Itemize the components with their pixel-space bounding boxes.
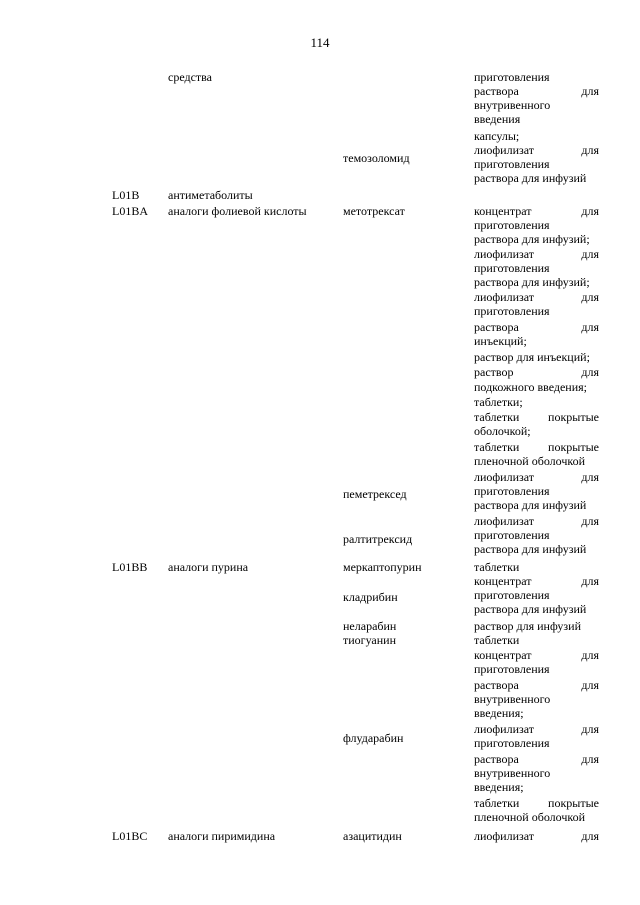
form-line: введения;: [474, 706, 524, 720]
form-line: внутривенного: [474, 692, 551, 706]
form-word: раствор: [474, 365, 514, 379]
form-line: приготовления: [474, 528, 550, 542]
form-line: подкожного введения;: [474, 380, 587, 394]
drug-name: темозоломид: [343, 151, 410, 165]
form-line: приготовления: [474, 70, 550, 84]
form-line: [474, 410, 599, 424]
form-word: раствора: [474, 84, 519, 98]
form-line: введения;: [474, 780, 524, 794]
form-word: для: [581, 290, 599, 304]
form-word: для: [581, 752, 599, 766]
form-line: пленочной оболочкой: [474, 810, 586, 824]
form-line: таблетки;: [474, 395, 523, 409]
form-word: концентрат: [474, 204, 532, 218]
atc-code: L01BB: [112, 560, 148, 574]
form-word: раствора: [474, 320, 519, 334]
form-word: лиофилизат: [474, 829, 535, 843]
form-line: внутривенного: [474, 98, 551, 112]
form-line: [474, 365, 599, 379]
form-line: инъекций;: [474, 334, 527, 348]
form-word: для: [581, 574, 599, 588]
form-line: таблетки: [474, 560, 520, 574]
form-word: концентрат: [474, 574, 532, 588]
form-line: [474, 752, 599, 766]
form-line: [474, 320, 599, 334]
form-word: лиофилизат: [474, 247, 535, 261]
form-line: приготовления: [474, 304, 550, 318]
form-word: таблетки: [474, 440, 520, 454]
form-line: раствора для инфузий: [474, 171, 587, 185]
group-name: аналоги пиримидина: [168, 829, 276, 843]
drug-name: кладрибин: [343, 590, 398, 604]
drug-name: флударабин: [343, 731, 404, 745]
form-word: раствора: [474, 752, 519, 766]
form-line: [474, 470, 599, 484]
drug-name: меркаптопурин: [343, 560, 422, 574]
form-line: [474, 247, 599, 261]
form-line: раствора для инфузий: [474, 498, 587, 512]
form-line: приготовления: [474, 218, 550, 232]
form-word: для: [581, 143, 599, 157]
drug-name: пеметрексед: [343, 487, 407, 501]
form-word: для: [581, 514, 599, 528]
form-line: [474, 84, 599, 98]
form-word: лиофилизат: [474, 722, 535, 736]
form-word: для: [581, 365, 599, 379]
form-line: раствора для инфузий: [474, 542, 587, 556]
group-name: антиметаболиты: [168, 188, 253, 202]
form-line: [474, 796, 599, 810]
form-word: для: [581, 470, 599, 484]
form-line: приготовления: [474, 157, 550, 171]
form-word: лиофилизат: [474, 290, 535, 304]
form-line: раствор для инъекций;: [474, 350, 590, 364]
form-word: лиофилизат: [474, 470, 535, 484]
form-word: таблетки: [474, 796, 520, 810]
form-line: приготовления: [474, 484, 550, 498]
form-line: [474, 722, 599, 736]
atc-code: L01B: [112, 188, 140, 202]
form-word: покрытые: [548, 796, 599, 810]
form-line: введения: [474, 112, 521, 126]
form-line: [474, 678, 599, 692]
form-line: приготовления: [474, 588, 550, 602]
form-line: приготовления: [474, 736, 550, 750]
drug-name: азацитидин: [343, 829, 402, 843]
form-word: концентрат: [474, 648, 532, 662]
form-line: [474, 574, 599, 588]
form-line: пленочной оболочкой: [474, 454, 586, 468]
page-number: 114: [310, 35, 330, 50]
form-line: оболочкой;: [474, 424, 531, 438]
form-line: раствора для инфузий: [474, 602, 587, 616]
form-word: таблетки: [474, 410, 520, 424]
form-word: для: [581, 320, 599, 334]
form-word: раствора: [474, 678, 519, 692]
form-line: раствора для инфузий;: [474, 275, 590, 289]
group-name: аналоги пурина: [168, 560, 249, 574]
form-line: приготовления: [474, 662, 550, 676]
form-line: [474, 290, 599, 304]
form-line: [474, 204, 599, 218]
atc-code: L01BC: [112, 829, 148, 843]
form-word: для: [581, 678, 599, 692]
form-word: лиофилизат: [474, 143, 535, 157]
drug-name: ралтитрексид: [343, 532, 413, 546]
drug-name: метотрексат: [343, 204, 405, 218]
form-word: для: [581, 204, 599, 218]
form-line: [474, 514, 599, 528]
form-word: для: [581, 829, 599, 843]
form-line: [474, 648, 599, 662]
form-word: для: [581, 722, 599, 736]
form-line: приготовления: [474, 261, 550, 275]
drug-name: неларабин: [343, 619, 397, 633]
form-line: раствор для инфузий: [474, 619, 581, 633]
group-name: средства: [168, 70, 213, 84]
form-line: [474, 829, 599, 843]
form-word: для: [581, 84, 599, 98]
form-word: для: [581, 648, 599, 662]
form-line: капсулы;: [474, 129, 520, 143]
form-word: для: [581, 247, 599, 261]
form-line: [474, 440, 599, 454]
drug-name: тиогуанин: [343, 633, 397, 647]
atc-code: L01BA: [112, 204, 148, 218]
form-line: таблетки: [474, 633, 520, 647]
form-line: внутривенного: [474, 766, 551, 780]
form-line: раствора для инфузий;: [474, 232, 590, 246]
form-word: покрытые: [548, 440, 599, 454]
form-word: лиофилизат: [474, 514, 535, 528]
group-name: аналоги фолиевой кислоты: [168, 204, 307, 218]
form-word: покрытые: [548, 410, 599, 424]
form-line: [474, 143, 599, 157]
